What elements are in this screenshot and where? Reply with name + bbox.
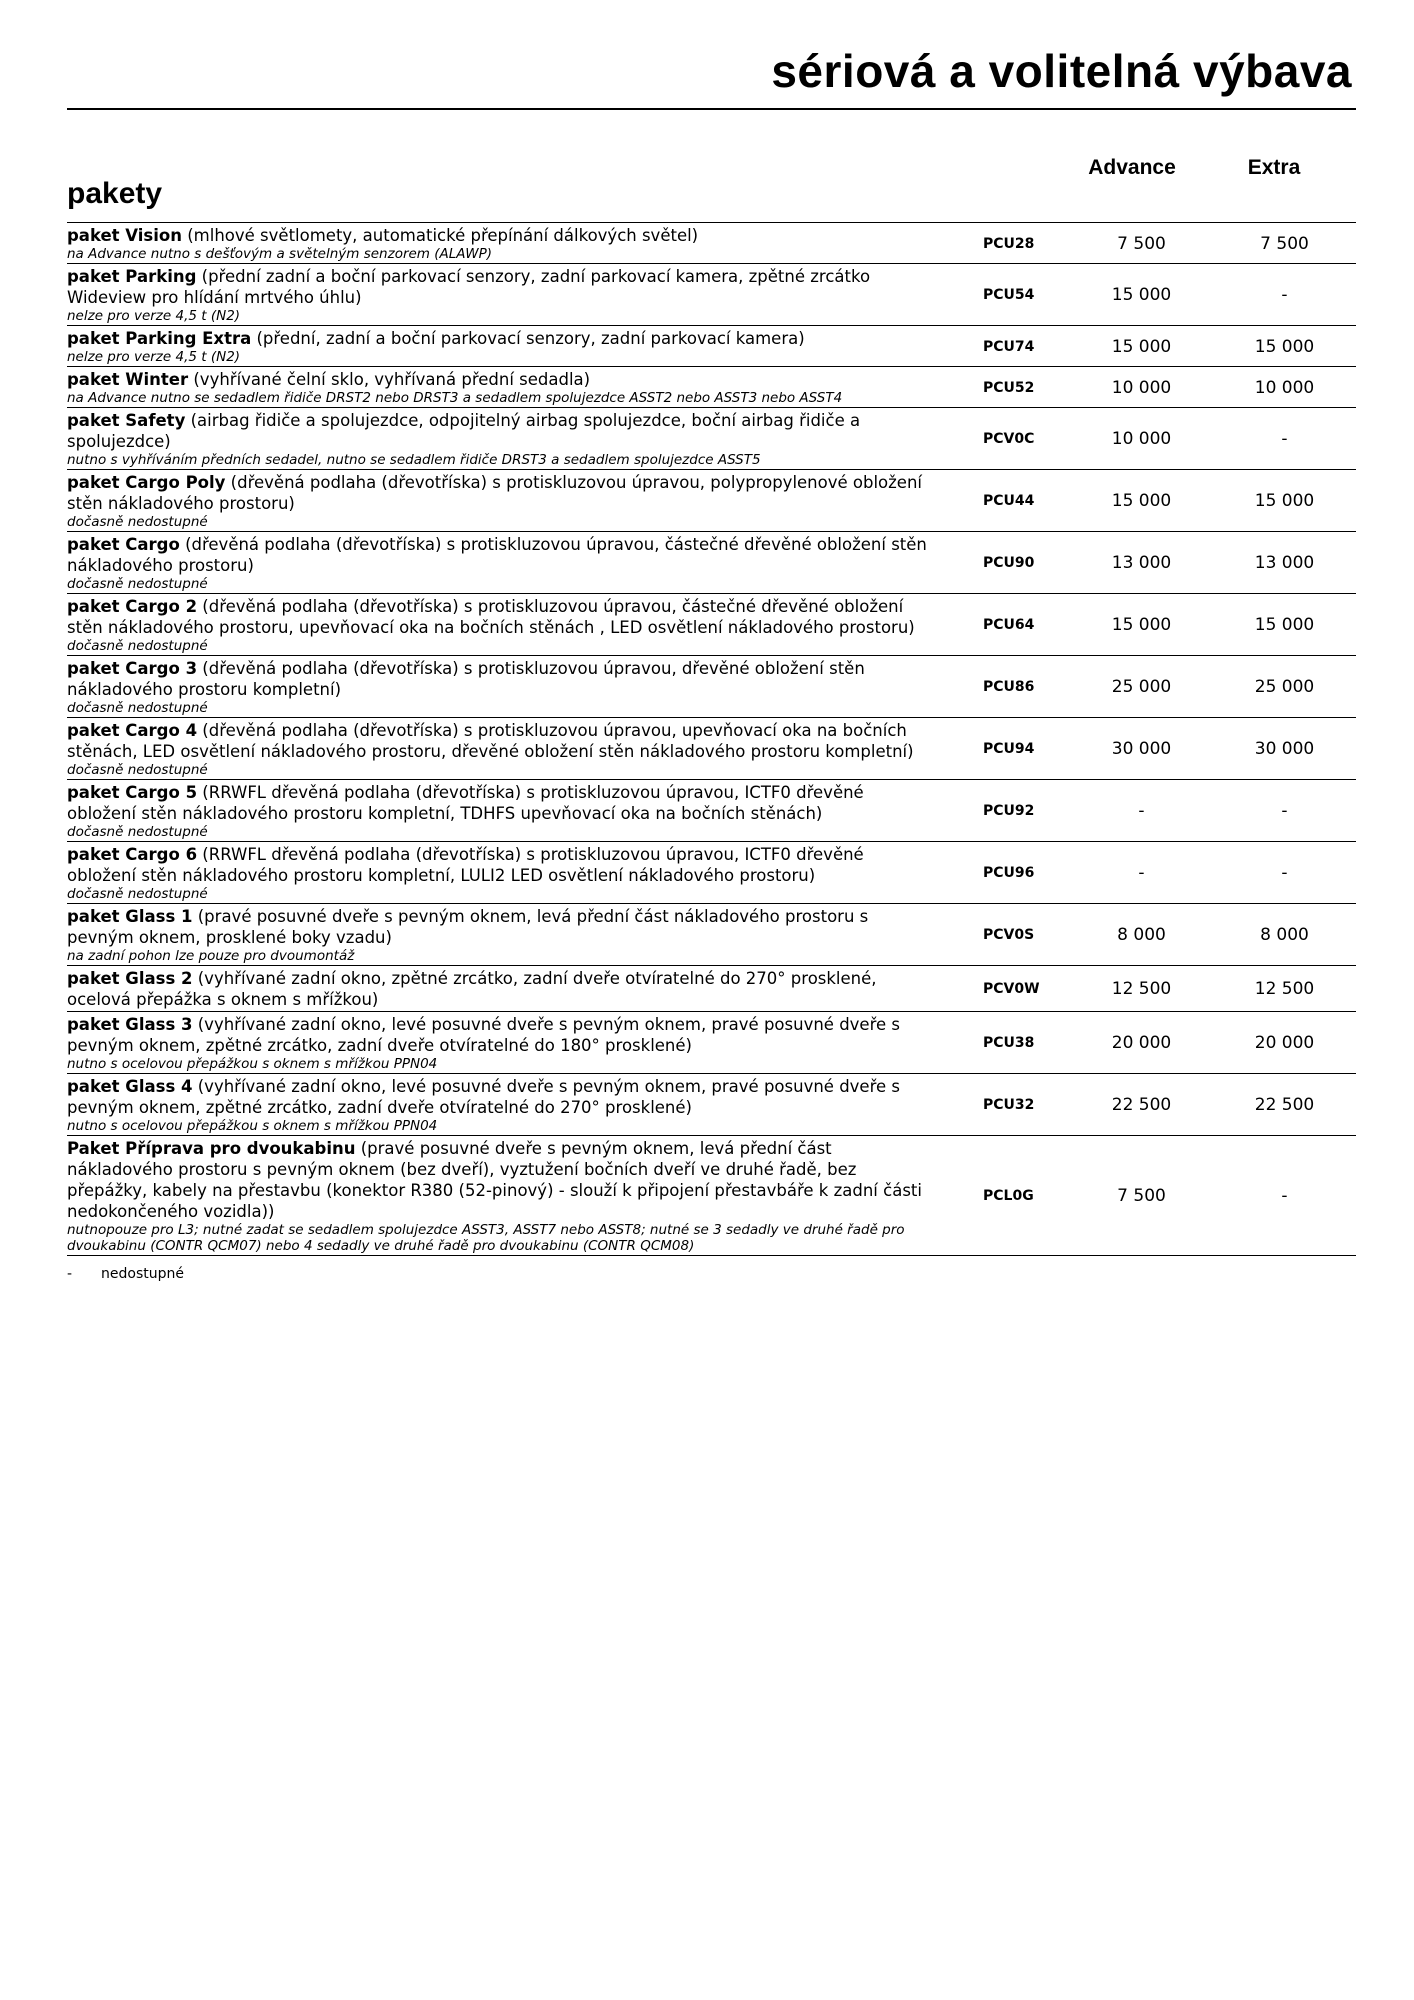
package-name: paket Cargo 5 xyxy=(67,783,198,802)
package-description xyxy=(67,844,940,902)
package-contents: (RRWFL dřevěná podlaha (dřevotříska) s protiskluzovou úpravou, ICTF0 dřevěné obložení stěn nákladového prostoru kompletní, TDHFS upevňovací oka na bočních stěnách) xyxy=(67,783,864,823)
package-name: paket Cargo xyxy=(67,535,180,554)
package-name: paket Cargo 6 xyxy=(67,845,198,864)
package-description xyxy=(67,906,940,964)
price-advance: 15 000 xyxy=(1111,491,1172,511)
table-row xyxy=(67,1136,1356,1256)
table-row xyxy=(67,1074,1356,1136)
package-name: paket Safety xyxy=(67,411,186,430)
package-note: dočasně nedostupné xyxy=(67,700,208,716)
package-note: na Advance nutno se sedadlem řidiče DRST2 nebo DRST3 a sedadlem spolujezdce ASST2 nebo ASST3 nebo ASST4 xyxy=(67,390,843,406)
package-note: na Advance nutno s dešťovým a světelným senzorem (ALAWP) xyxy=(67,246,493,262)
package-note: nutnopouze pro L3; nutné zadat se sedadlem spolujezdce ASST3, ASST7 nebo ASST8; nutné se 3 sedadly ve druhé řadě pro dvoukabinu (CONTR QCM07) nebo 4 sedadly ve druhé řadě pro dvoukabinu (CONTR QCM08) xyxy=(67,1222,905,1254)
package-note: dočasně nedostupné xyxy=(67,886,208,902)
package-description xyxy=(67,225,940,262)
price-advance: 20 000 xyxy=(1111,1033,1172,1053)
package-note: nutno s ocelovou přepážkou s oknem s mřížkou PPN04 xyxy=(67,1118,438,1134)
table-row xyxy=(67,842,1356,904)
package-code: PCU44 xyxy=(983,493,1035,509)
price-extra: - xyxy=(1281,285,1288,305)
price-extra: - xyxy=(1281,801,1288,821)
package-contents: (pravé posuvné dveře s pevným oknem, levá přední část nákladového prostoru s pevným oknem (bez dveří), vyztužení bočních dveří ve druhé řadě, bez přepážky, kabely na přestavbu (konektor R380 (52-pinový) - slouží k připojení přestavbáře k zadní části nedokončeného vozidla)) xyxy=(67,1139,922,1221)
page-title: sériová a volitelná výbava xyxy=(771,45,1352,97)
package-contents: (dřevěná podlaha (dřevotříska) s protiskluzovou úpravou, upevňovací oka na bočních stěnách, LED osvětlení nákladového prostoru, dřevěné obložení stěn nákladového prostoru kompletní) xyxy=(67,721,914,761)
price-extra: 10 000 xyxy=(1254,377,1315,398)
package-code: PCU86 xyxy=(983,679,1035,695)
table-row xyxy=(67,264,1356,326)
package-contents: (přední, zadní a boční parkovací senzory, zadní parkovací kamera) xyxy=(251,329,805,348)
price-extra: 15 000 xyxy=(1254,491,1315,511)
package-contents: (dřevěná podlaha (dřevotříska) s protiskluzovou úpravou, částečné dřevěné obložení stěn nákladového prostoru) xyxy=(67,535,927,575)
package-name: paket Glass 2 xyxy=(67,969,193,988)
package-description xyxy=(67,328,940,365)
price-advance: 7 500 xyxy=(1117,233,1166,254)
title-divider xyxy=(67,108,1356,110)
package-note: dočasně nedostupné xyxy=(67,576,208,592)
package-code: PCU90 xyxy=(983,555,1035,571)
column-header-extra: Extra xyxy=(1247,156,1301,179)
package-text xyxy=(67,968,930,1010)
legend xyxy=(67,1266,184,1282)
package-contents: (mlhové světlomety, automatické přepínání dálkových světel) xyxy=(182,226,699,245)
package-description xyxy=(67,369,940,406)
package-name: paket Cargo 2 xyxy=(67,597,198,616)
price-extra: 22 500 xyxy=(1254,1095,1315,1115)
table-row xyxy=(67,656,1356,718)
package-name: paket Winter xyxy=(67,370,189,389)
price-advance: - xyxy=(1138,801,1145,821)
package-contents: (vyhřívané zadní okno, levé posuvné dveře s pevným oknem, pravé posuvné dveře s pevným oknem, zpětné zrcátko, zadní dveře otvíratelné do 270° prosklené) xyxy=(67,1077,901,1117)
price-extra: - xyxy=(1281,429,1288,449)
package-name: paket Parking Extra xyxy=(67,329,252,348)
package-text xyxy=(67,472,930,514)
price-advance: 22 500 xyxy=(1111,1095,1172,1115)
package-text xyxy=(67,1076,930,1118)
package-code: PCU38 xyxy=(983,1035,1035,1051)
price-extra: 20 000 xyxy=(1254,1033,1315,1053)
package-name: paket Glass 1 xyxy=(67,907,193,926)
package-description xyxy=(67,410,940,468)
package-contents: (vyhřívané čelní sklo, vyhřívaná přední sedadla) xyxy=(188,370,591,389)
price-extra: 15 000 xyxy=(1254,615,1315,635)
table-row xyxy=(67,780,1356,842)
package-description xyxy=(67,782,940,840)
package-text xyxy=(67,658,930,700)
price-extra: 13 000 xyxy=(1254,553,1315,573)
table-row xyxy=(67,594,1356,656)
price-advance: 15 000 xyxy=(1111,336,1172,357)
package-description xyxy=(67,658,940,716)
package-contents: (dřevěná podlaha (dřevotříska) s protiskluzovou úpravou, dřevěné obložení stěn nákladového prostoru kompletní) xyxy=(67,659,865,699)
package-text xyxy=(67,596,930,638)
package-text xyxy=(67,1014,930,1056)
section-title: pakety xyxy=(67,177,163,210)
price-advance: 10 000 xyxy=(1111,429,1172,449)
package-contents: (dřevěná podlaha (dřevotříska) s protiskluzovou úpravou, částečné dřevěné obložení stěn nákladového prostoru, upevňovací oka na bočních stěnách , LED osvětlení nákladového prostoru) xyxy=(67,597,915,637)
package-note: nutno s vyhříváním předních sedadel, nutno se sedadlem řidiče DRST3 a sedadlem spolujezdce ASST5 xyxy=(67,452,761,468)
price-extra: 15 000 xyxy=(1254,336,1315,357)
package-code: PCU32 xyxy=(983,1097,1035,1113)
package-description xyxy=(67,596,940,654)
package-contents: (airbag řidiče a spolujezdce, odpojitelný airbag spolujezdce, boční airbag řidiče a spolujezdce) xyxy=(67,411,861,451)
package-name: paket Cargo 3 xyxy=(67,659,198,678)
price-extra: 7 500 xyxy=(1260,233,1309,254)
package-note: nutno s ocelovou přepážkou s oknem s mřížkou PPN04 xyxy=(67,1056,438,1072)
package-contents: (dřevěná podlaha (dřevotříska) s protiskluzovou úpravou, polypropylenové obložení stěn nákladového prostoru) xyxy=(67,473,922,513)
package-contents: (pravé posuvné dveře s pevným oknem, levá přední část nákladového prostoru s pevným oknem, prosklené boky vzadu) xyxy=(67,907,869,947)
package-code: PCV0W xyxy=(983,981,1040,997)
price-advance: 7 500 xyxy=(1117,1186,1166,1206)
price-advance: 10 000 xyxy=(1111,377,1172,398)
package-text xyxy=(67,369,930,390)
package-name: Paket Příprava pro dvoukabinu xyxy=(67,1139,356,1158)
package-text xyxy=(67,782,930,824)
price-extra: 30 000 xyxy=(1254,739,1315,759)
price-extra: 12 500 xyxy=(1254,979,1315,999)
price-advance: 30 000 xyxy=(1111,739,1172,759)
price-advance: 12 500 xyxy=(1111,979,1172,999)
package-text xyxy=(67,906,930,948)
package-code: PCU74 xyxy=(983,338,1035,355)
price-advance: 15 000 xyxy=(1111,615,1172,635)
package-contents: (vyhřívané zadní okno, levé posuvné dveře s pevným oknem, pravé posuvné dveře s pevným oknem, zpětné zrcátko, zadní dveře otvíratelné do 180° prosklené) xyxy=(67,1015,901,1055)
package-code: PCL0G xyxy=(983,1188,1034,1204)
package-code: PCV0C xyxy=(983,431,1035,447)
package-description xyxy=(67,1138,940,1254)
package-contents: (přední zadní a boční parkovací senzory, zadní parkovací kamera, zpětné zrcátko Wideview pro hlídání mrtvého úhlu) xyxy=(67,267,871,307)
package-note: dočasně nedostupné xyxy=(67,514,208,530)
package-text xyxy=(67,720,930,762)
package-note: nelze pro verze 4,5 t (N2) xyxy=(67,349,241,365)
table-row xyxy=(67,1012,1356,1074)
package-code: PCU94 xyxy=(983,741,1035,757)
package-description xyxy=(67,534,940,592)
package-code: PCU92 xyxy=(983,803,1035,819)
package-description xyxy=(67,472,940,530)
package-name: paket Cargo 4 xyxy=(67,721,198,740)
price-advance: 8 000 xyxy=(1117,925,1166,945)
packages-table xyxy=(67,222,1356,1256)
price-extra: - xyxy=(1281,1186,1288,1206)
package-name: paket Glass 3 xyxy=(67,1015,193,1034)
package-contents: (vyhřívané zadní okno, zpětné zrcátko, zadní dveře otvíratelné do 270° prosklené, ocelová přepážka s oknem s mřížkou) xyxy=(67,969,877,1009)
package-text xyxy=(67,328,930,349)
package-note: dočasně nedostupné xyxy=(67,638,208,654)
package-description xyxy=(67,720,940,778)
price-advance: 25 000 xyxy=(1111,677,1172,697)
column-header-advance: Advance xyxy=(1088,156,1176,179)
package-note: na zadní pohon lze pouze pro dvoumontáž xyxy=(67,948,355,964)
table-row xyxy=(67,470,1356,532)
package-code: PCU28 xyxy=(983,235,1035,252)
legend-symbol: - xyxy=(67,1266,73,1282)
table-row xyxy=(67,532,1356,594)
table-row xyxy=(67,966,1356,1012)
package-code: PCU64 xyxy=(983,617,1035,633)
package-name: paket Cargo Poly xyxy=(67,473,226,492)
package-description xyxy=(67,968,940,1010)
package-text xyxy=(67,1138,930,1222)
price-advance: 15 000 xyxy=(1111,285,1172,305)
package-text xyxy=(67,534,930,576)
price-extra: 25 000 xyxy=(1254,677,1315,697)
table-row xyxy=(67,718,1356,780)
price-advance: 13 000 xyxy=(1111,553,1172,573)
table-row xyxy=(67,904,1356,966)
price-advance: - xyxy=(1138,863,1145,883)
table-row xyxy=(67,223,1356,264)
legend-text: nedostupné xyxy=(101,1266,184,1282)
package-code: PCV0S xyxy=(983,927,1035,943)
table-row xyxy=(67,408,1356,470)
package-text xyxy=(67,225,930,246)
package-code: PCU54 xyxy=(983,287,1035,303)
package-name: paket Vision xyxy=(67,226,182,245)
package-note: dočasně nedostupné xyxy=(67,824,208,840)
table-row xyxy=(67,367,1356,408)
table-row xyxy=(67,326,1356,367)
package-note: nelze pro verze 4,5 t (N2) xyxy=(67,308,241,324)
package-text xyxy=(67,844,930,886)
package-contents: (RRWFL dřevěná podlaha (dřevotříska) s protiskluzovou úpravou, ICTF0 dřevěné obložení stěn nákladového prostoru kompletní, LULI2 LED osvětlení nákladového prostoru) xyxy=(67,845,864,885)
package-text xyxy=(67,410,930,452)
package-text xyxy=(67,266,930,308)
package-description xyxy=(67,1076,940,1134)
package-name: paket Parking xyxy=(67,267,197,286)
package-code: PCU52 xyxy=(983,379,1035,396)
package-description xyxy=(67,266,940,324)
package-name: paket Glass 4 xyxy=(67,1077,193,1096)
price-extra: - xyxy=(1281,863,1288,883)
package-note: dočasně nedostupné xyxy=(67,762,208,778)
package-description xyxy=(67,1014,940,1072)
package-code: PCU96 xyxy=(983,865,1035,881)
price-extra: 8 000 xyxy=(1260,925,1309,945)
